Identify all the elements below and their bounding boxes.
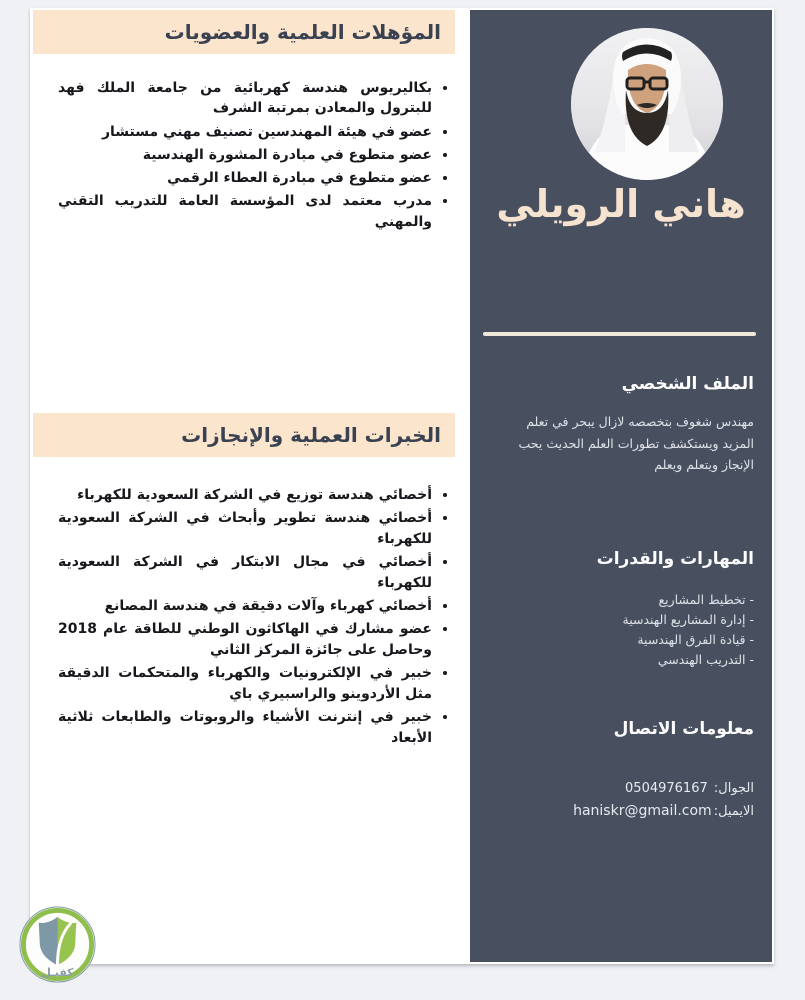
- logo-text: كفيـل: [41, 966, 74, 980]
- list-item: • عضو مشارك في الهاكاثون الوطني للطاقة عام 2018 وحاصل على جائزة المركز الثاني: [58, 619, 432, 661]
- list-item: • أخصائي هندسة تطوير وأبحاث في الشركة السعودية للكهرباء: [58, 508, 432, 550]
- phone-label: الجوال:: [709, 781, 754, 796]
- skills-section-title: المهارات والقدرات: [596, 549, 754, 569]
- phone-value: 0504976167: [625, 781, 708, 796]
- divider-line: [483, 332, 756, 336]
- list-item: • أخصائي هندسة توزيع في الشركة السعودية للكهرباء: [58, 485, 432, 506]
- skill-item: - إدارة المشاريع الهندسية: [622, 612, 754, 627]
- section-header-experience: [33, 413, 455, 457]
- phone-row: [480, 777, 754, 800]
- person-avatar-image: [571, 28, 723, 180]
- email-row: [480, 800, 754, 823]
- list-item: • مدرب معتمد لدى المؤسسة العامة للتدريب التقني والمهني: [58, 191, 432, 232]
- skill-item: - التدريب الهندسي: [657, 652, 754, 667]
- list-item: • خبير في الإلكترونيات والكهرباء والمتحكمات الدقيقة مثل الأردوينو والراسبيري باي: [58, 663, 432, 705]
- sidebar: [470, 10, 772, 962]
- email-label: الايميل:: [713, 804, 754, 819]
- experience-section-title: الخبرات العملية والإنجازات: [181, 423, 441, 447]
- list-item: • أخصائي في مجال الابتكار في الشركة السعودية للكهرباء: [58, 552, 432, 594]
- contact-info: [480, 777, 754, 823]
- qualifications-list: [58, 78, 454, 235]
- list-item: • عضو متطوع في مبادرة العطاء الرقمي: [58, 168, 432, 188]
- profile-summary-text: مهندس شغوف بتخصصه لازال يبحر في تعلم المزيد ويستكشف تطورات العلم الحديث يحب الإنجاز ويتعلم ويعلم: [518, 414, 754, 472]
- list-item: • بكاليريوس هندسة كهربائية من جامعة الملك فهد للبترول والمعادن بمرتبة الشرف: [58, 78, 432, 119]
- list-item: • عضو متطوع في مبادرة المشورة الهندسية: [58, 145, 432, 165]
- shield-logo-icon: [18, 905, 97, 984]
- list-item: • أخصائي كهرباء وآلات دقيقة في هندسة المصانع: [58, 596, 432, 617]
- profile-section-title: الملف الشخصي: [621, 374, 754, 394]
- skill-item: - تخطيط المشاريع: [658, 592, 754, 607]
- person-name: هاني الرويلي: [496, 182, 746, 226]
- skills-list: [494, 590, 754, 670]
- email-value: haniskr@gmail.com: [573, 803, 712, 819]
- list-item: • خبير في إنترنت الأشياء والروبوتات والطابعات ثلاثية الأبعاد: [58, 707, 432, 749]
- skill-item: - قيادة الفرق الهندسية: [637, 632, 754, 647]
- experience-list: [58, 485, 454, 751]
- resume-page: [30, 8, 774, 964]
- contact-section-title: معلومات الاتصال: [613, 719, 754, 739]
- kafeel-logo: [18, 905, 97, 984]
- profile-photo: [571, 28, 723, 180]
- section-header-qualifications: [33, 10, 455, 54]
- qualifications-section-title: المؤهلات العلمية والعضويات: [164, 20, 441, 44]
- list-item: • عضو في هيئة المهندسين تصنيف مهني مستشار: [58, 122, 432, 142]
